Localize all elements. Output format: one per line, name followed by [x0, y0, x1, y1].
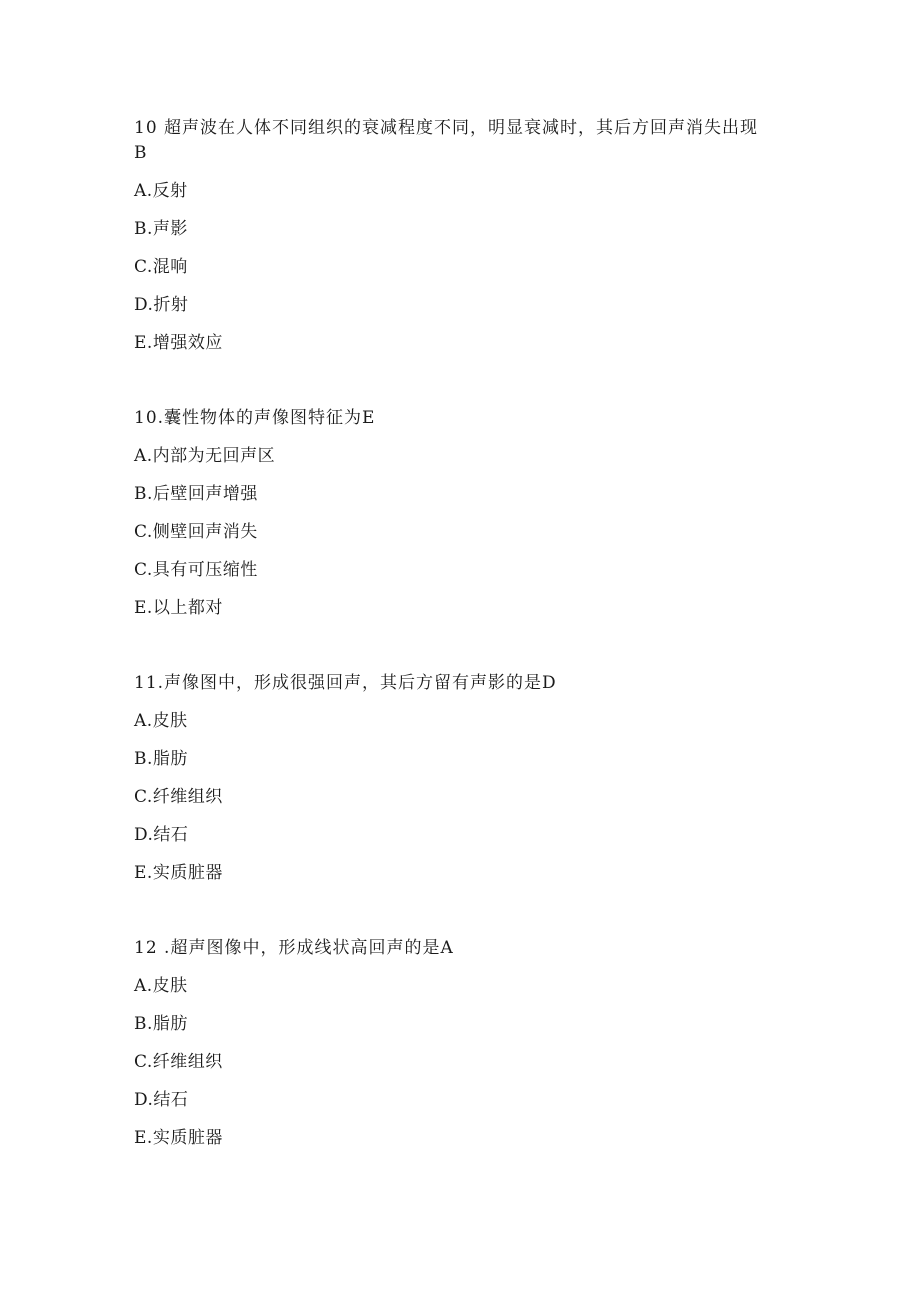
question-stem: 10.囊性物体的声像图特征为E — [134, 408, 376, 428]
option-a: A.皮肤 — [134, 976, 188, 996]
option-a: A.反射 — [134, 181, 188, 201]
option-d: D.折射 — [134, 295, 189, 315]
option-b: B.脂肪 — [134, 749, 188, 769]
option-c: C.纤维组织 — [134, 787, 223, 807]
option-b: B.脂肪 — [134, 1014, 188, 1034]
option-c: C.侧壁回声消失 — [134, 522, 258, 542]
option-c: C.纤维组织 — [134, 1052, 223, 1072]
option-e: E.增强效应 — [134, 333, 223, 353]
option-b: B.后壁回声增强 — [134, 484, 258, 504]
option-a: A.内部为无回声区 — [134, 446, 276, 466]
question-answer: B — [134, 143, 147, 163]
option-b: B.声影 — [134, 219, 188, 239]
option-d: D.结石 — [134, 825, 189, 845]
option-d: D.结石 — [134, 1090, 189, 1110]
option-e: E.实质脏器 — [134, 1128, 223, 1148]
option-c: C.混响 — [134, 257, 188, 277]
option-e: E.以上都对 — [134, 598, 223, 618]
option-d: C.具有可压缩性 — [134, 560, 258, 580]
question-stem: 11.声像图中，形成很强回声，其后方留有声影的是D — [134, 673, 557, 693]
question-stem: 12 .超声图像中，形成线状高回声的是A — [134, 938, 454, 958]
question-stem: 10 超声波在人体不同组织的衰减程度不同，明显衰减时，其后方回声消失出现 — [134, 118, 759, 138]
option-a: A.皮肤 — [134, 711, 188, 731]
option-e: E.实质脏器 — [134, 863, 223, 883]
